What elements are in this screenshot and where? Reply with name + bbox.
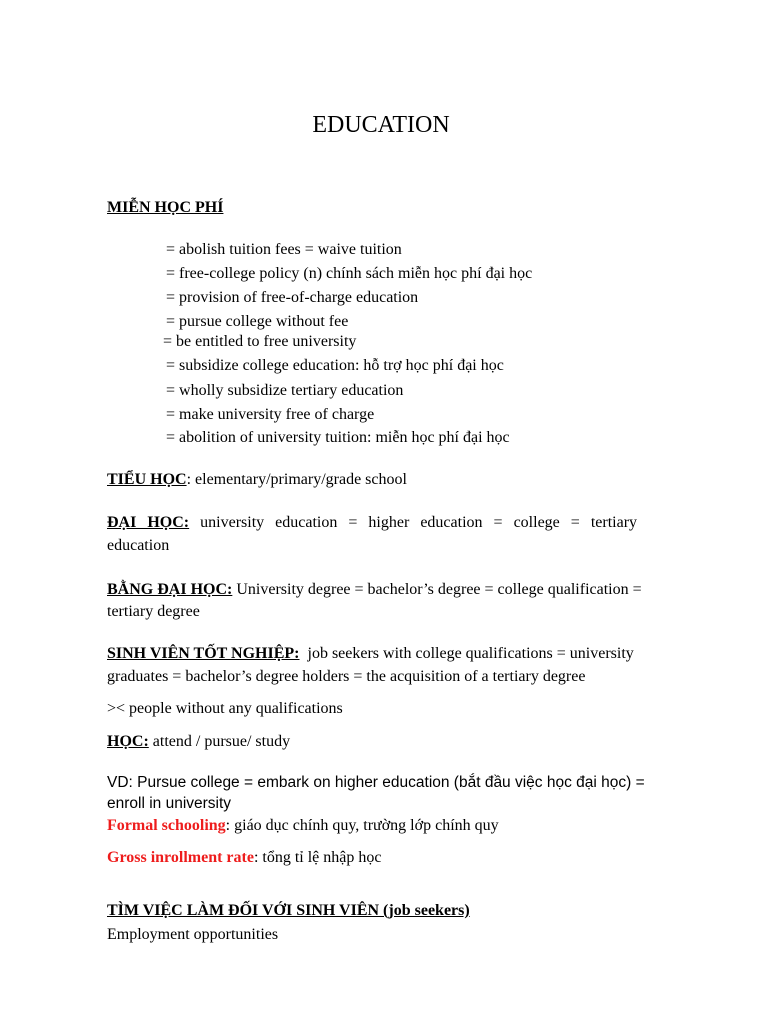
list-item: = be entitled to free university xyxy=(163,333,357,350)
bang-dai-hoc-text: University degree = bachelor’s degree = college qualification = xyxy=(236,581,642,598)
example-line-2: enroll in university xyxy=(107,795,232,812)
list-item: = make university free of charge xyxy=(166,406,375,423)
list-item: = subsidize college education: hỗ trợ học phí đại học xyxy=(166,357,504,374)
section-heading-hoc: HỌC: xyxy=(107,733,149,750)
paragraph-tieu-hoc xyxy=(107,470,407,490)
paragraph-sinh-vien-line-1 xyxy=(107,644,634,664)
term-gross-enrollment-rate: Gross inrollment rate xyxy=(107,849,254,866)
list-item: = abolition of university tuition: miễn học phí đại học xyxy=(166,429,510,446)
paragraph-bang-dai-hoc-line-2: tertiary degree xyxy=(107,603,200,620)
paragraph-bang-dai-hoc-line-1 xyxy=(107,580,642,600)
list-item: = abolish tuition fees = waive tuition xyxy=(166,241,402,258)
section-heading-mien-hoc-phi: MIỄN HỌC PHÍ xyxy=(107,199,224,216)
section-heading-tieu-hoc: TIỂU HỌC xyxy=(107,471,187,488)
dai-hoc-text: university education = higher education = college = tertiary xyxy=(200,514,638,531)
example-line-1: VD: Pursue college = embark on higher education (bắt đầu việc học đại học) = xyxy=(107,774,645,791)
section-heading-tim-viec: TÌM VIỆC LÀM ĐỐI VỚI SINH VIÊN (job seekers) xyxy=(107,902,470,919)
list-item: = free-college policy (n) chính sách miễn học phí đại học xyxy=(166,265,533,282)
tieu-hoc-text: : elementary/primary/grade school xyxy=(186,471,407,488)
section-heading-dai-hoc: ĐẠI HỌC: xyxy=(107,514,190,531)
section-heading-sinh-vien-tot-nghiep: SINH VIÊN TỐT NGHIỆP: xyxy=(107,645,300,662)
gross-enrollment-text: : tổng tỉ lệ nhập học xyxy=(253,849,382,866)
paragraph-formal-schooling xyxy=(107,816,499,836)
paragraph-gross-enrollment xyxy=(107,848,381,868)
paragraph-dai-hoc-line-2: education xyxy=(107,537,170,554)
list-item: = pursue college without fee xyxy=(166,313,349,330)
paragraph-hoc xyxy=(107,732,290,752)
sinh-vien-text: job seekers with college qualifications = university xyxy=(307,645,634,662)
paragraph-sinh-vien-line-2: graduates = bachelor’s degree holders = the acquisition of a tertiary degree xyxy=(107,668,586,685)
section-heading-bang-dai-hoc: BẰNG ĐẠI HỌC: xyxy=(107,581,233,598)
paragraph-sinh-vien-line-3: >< people without any qualifications xyxy=(107,700,343,717)
tim-viec-text: Employment opportunities xyxy=(107,926,279,943)
list-item: = wholly subsidize tertiary education xyxy=(166,382,404,399)
paragraph-dai-hoc-line-1 xyxy=(107,511,637,534)
formal-schooling-text: : giáo dục chính quy, trường lớp chính quy xyxy=(225,817,499,834)
hoc-text: attend / pursue/ study xyxy=(148,733,291,750)
list-item: = provision of free-of-charge education xyxy=(166,289,419,306)
document-title: EDUCATION xyxy=(312,112,450,138)
term-formal-schooling: Formal schooling xyxy=(107,817,226,834)
